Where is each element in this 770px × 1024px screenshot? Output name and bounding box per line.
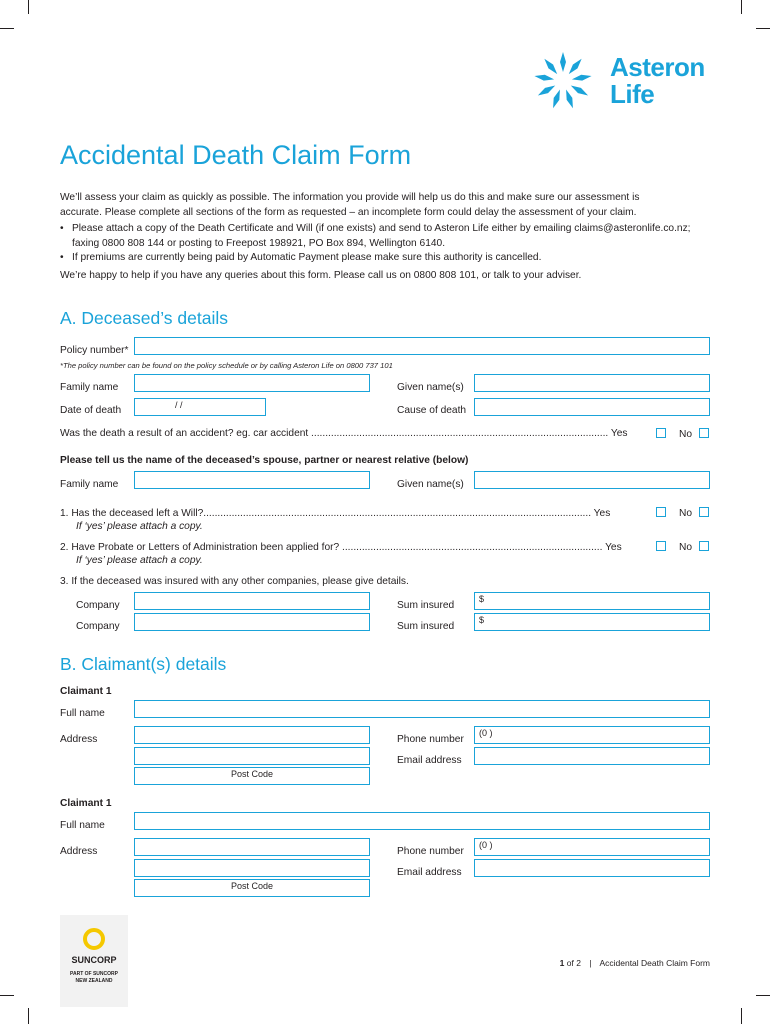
given-names-label: Given name(s) [397,382,464,393]
full-name-label: Full name [60,820,105,831]
bullet-dot: • [60,252,64,263]
policy-number-input[interactable] [134,337,710,355]
relative-given-names-input[interactable] [474,471,710,489]
address-line1-input[interactable] [134,726,370,744]
given-names-input[interactable] [474,374,710,392]
sum-insured-input[interactable]: $ [474,592,710,610]
crop-mark [28,0,29,14]
probate-note: If ‘yes’ please attach a copy. [76,555,203,566]
accident-no-label: No [679,429,693,440]
will-yes-checkbox[interactable] [656,507,666,517]
cause-of-death-input[interactable] [474,398,710,416]
will-no-checkbox[interactable] [699,507,709,517]
full-name-label: Full name [60,708,105,719]
address-label: Address [60,734,98,745]
cause-of-death-label: Cause of death [397,405,467,416]
relative-heading: Please tell us the name of the deceased’s spouse, partner or nearest relative (below) [60,455,469,466]
email-label: Email address [397,755,462,766]
will-question: 1. Has the deceased left a Will?......................................................................................................................................... Yes [60,508,611,519]
relative-family-name-label: Family name [60,479,119,490]
crop-mark [756,28,770,29]
full-name-input[interactable] [134,700,710,718]
sum-insured-label: Sum insured [397,600,455,611]
sum-insured-input[interactable]: $ [474,613,710,631]
company-label: Company [76,600,120,611]
suncorp-part-of: PART OF SUNCORP [70,971,118,977]
crop-mark [0,995,14,996]
phone-label: Phone number [397,734,464,745]
family-name-input[interactable] [134,374,370,392]
sum-insured-label: Sum insured [397,621,455,632]
other-insurance-question: 3. If the deceased was insured with any other companies, please give details. [60,576,409,587]
company-input[interactable] [134,592,370,610]
bullet-dot: • [60,223,64,234]
help-text: We’re happy to help if you have any queries about this form. Please call us on 0800 808 101, or talk to your adviser. [60,270,582,281]
post-code-input[interactable]: Post Code [134,767,370,785]
company-label: Company [76,621,120,632]
accident-no-checkbox[interactable] [699,428,709,438]
probate-no-checkbox[interactable] [699,541,709,551]
probate-question: 2. Have Probate or Letters of Administration been applied for? ............................................................................................ Yes [60,542,622,553]
asteron-logo [532,50,717,112]
brand-name-line2: Life [610,79,655,109]
probate-no-label: No [679,542,693,553]
claimant-title: Claimant 1 [60,686,112,697]
company-input[interactable] [134,613,370,631]
phone-input[interactable]: (0 ) [474,726,710,744]
suncorp-name: SUNCORP [71,955,117,965]
email-input[interactable] [474,859,710,877]
intro-text [60,191,720,220]
footer-separator: | [589,958,592,968]
intro-line: accurate. Please complete all sections of the form as requested – an incomplete form could delay the assessment of your claim. [60,206,637,218]
will-no-label: No [679,508,693,519]
crop-mark [741,1008,742,1024]
intro-bullets [60,222,720,266]
suncorp-sun-icon [82,927,106,951]
footer-form-name: Accidental Death Claim Form [599,958,710,968]
suncorp-nz: NEW ZEALAND [75,978,113,984]
email-label: Email address [397,867,462,878]
address-line1-input[interactable] [134,838,370,856]
date-of-death-label: Date of death [60,405,122,416]
page-footer [560,958,710,968]
crop-mark [0,28,14,29]
brand-name-line1: Asteron [610,52,705,82]
policy-number-label: Policy number* [60,345,129,356]
claimant-title: Claimant 1 [60,798,112,809]
section-b-heading: B. Claimant(s) details [60,654,227,674]
relative-given-names-label: Given name(s) [397,479,464,490]
asteron-star-icon [532,50,594,112]
section-a-heading: A. Deceased’s details [60,308,228,328]
intro-line: We’ll assess your claim as quickly as possible. The information you provide will help us do this and make sure our assessment is [60,192,640,203]
page-title: Accidental Death Claim Form [60,140,412,170]
family-name-label: Family name [60,382,119,393]
full-name-input[interactable] [134,812,710,830]
bullet-item [60,222,720,251]
bullet-text: Please attach a copy of the Death Certificate and Will (if one exists) and send to Asteron Life either by emailing claims@asteronlife.co.nz; faxing 0800 808 144 or posting to Freepost 198921, PO Box 894, Wellington 6140. [72,223,691,249]
probate-yes-checkbox[interactable] [656,541,666,551]
relative-family-name-input[interactable] [134,471,370,489]
post-code-input[interactable]: Post Code [134,879,370,897]
crop-mark [741,0,742,14]
phone-label: Phone number [397,846,464,857]
date-of-death-input[interactable]: / / [134,398,266,416]
policy-note: *The policy number can be found on the policy schedule or by calling Asteron Life on 0800 737 101 [60,361,393,370]
address-label: Address [60,846,98,857]
accident-yes-checkbox[interactable] [656,428,666,438]
bullet-text: If premiums are currently being paid by Automatic Payment please make sure this authority is cancelled. [72,252,542,263]
suncorp-logo [60,915,128,1007]
phone-input[interactable]: (0 ) [474,838,710,856]
address-line2-input[interactable] [134,747,370,765]
address-line2-input[interactable] [134,859,370,877]
page-of: of 2 [566,958,581,968]
crop-mark [28,1008,29,1024]
accident-question: Was the death a result of an accident? eg. car accident ......................................................................................................... Yes [60,428,628,439]
crop-mark [756,995,770,996]
will-note: If ‘yes’ please attach a copy. [76,521,203,532]
page-number: 1 [559,958,565,968]
email-input[interactable] [474,747,710,765]
bullet-item [60,251,720,266]
